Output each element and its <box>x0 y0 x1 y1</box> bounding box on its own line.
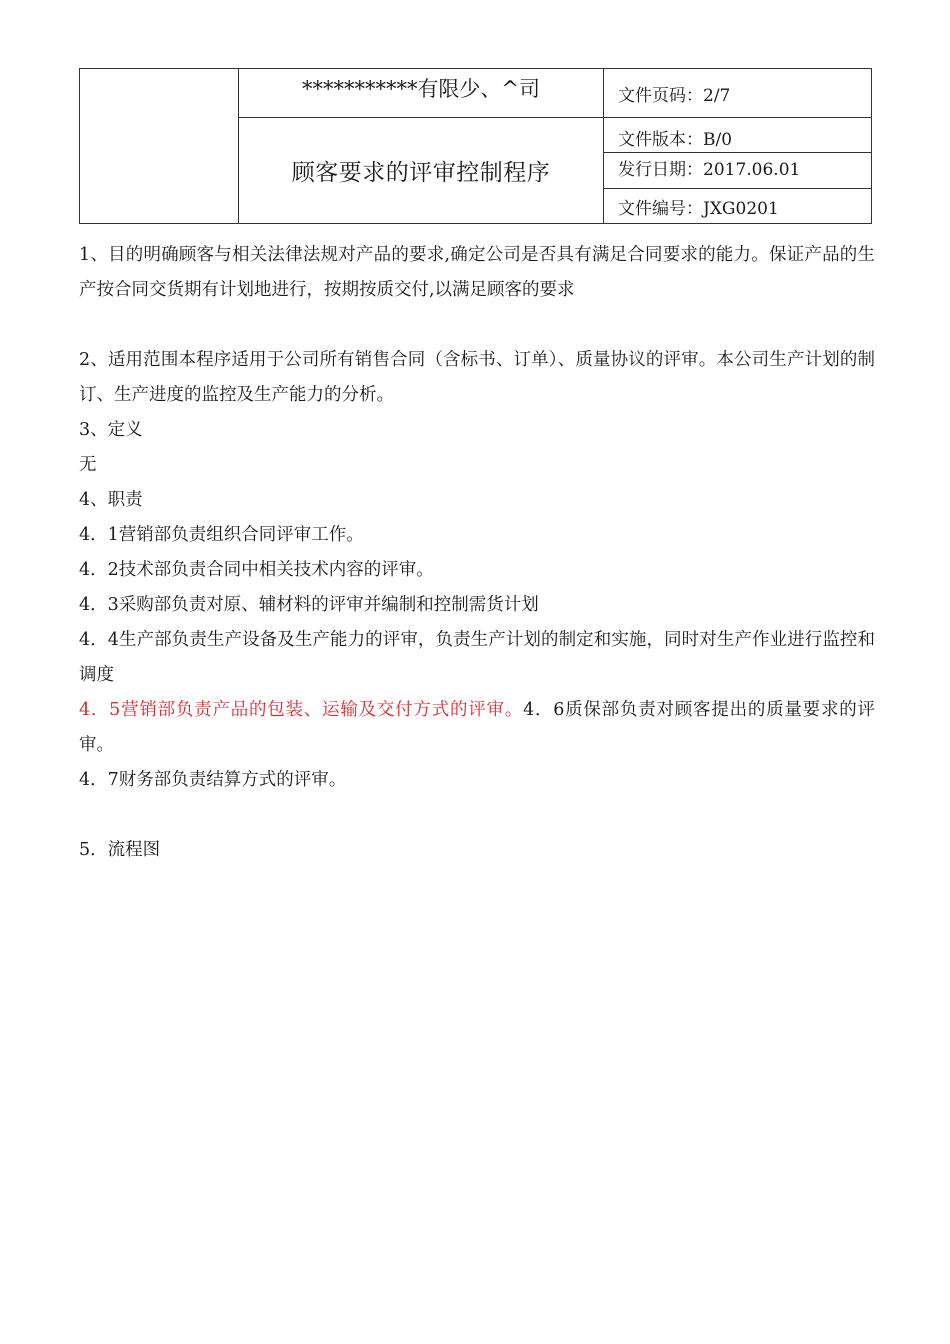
document-body <box>79 238 875 868</box>
section-purpose: 1、目的明确顾客与相关法律法规对产品的要求,确定公司是否具有满足合同要求的能力。保证产品的生产按合同交货期有计划地进行，按期按质交付,以满足顾客的要求 <box>79 245 875 300</box>
responsibility-item <box>79 693 875 763</box>
meta-label: 发行日期： <box>618 160 703 180</box>
meta-value: JXG0201 <box>703 198 779 219</box>
section-scope: 2、适用范围本程序适用于公司所有销售合同（含标书、订单）、质量协议的评审。本公司生产计划的制订、生产进度的监控及生产能力的分析。 <box>79 350 875 405</box>
meta-label: 文件页码： <box>618 85 703 106</box>
meta-doc-number <box>604 189 872 224</box>
logo-cell <box>80 69 239 224</box>
company-name: ***********有限少、^司 <box>239 69 604 118</box>
document-title: 顾客要求的评审控制程序 <box>239 118 604 224</box>
responsibility-item: 4．3采购部负责对原、辅材料的评审并编制和控制需货计划 <box>79 595 539 615</box>
meta-value: B/0 <box>703 130 733 150</box>
responsibility-item: 4．7财务部负责结算方式的评审。 <box>79 770 347 790</box>
meta-version <box>604 118 872 153</box>
document-header-table <box>79 68 872 224</box>
responsibility-item: 4．4生产部负责生产设备及生产能力的评审，负责生产计划的制定和实施，同时对生产作业进行监控和调度 <box>79 630 875 685</box>
meta-value: 2/7 <box>703 85 731 106</box>
meta-label: 文件版本： <box>618 130 703 150</box>
highlighted-text: 4．5营销部负责产品的包装、运输及交付方式的评审。 <box>79 700 524 720</box>
meta-issue-date <box>604 153 872 189</box>
meta-page-number <box>604 69 872 118</box>
section-definition-text: 无 <box>79 455 97 475</box>
responsibility-item-text: 4．6质保部负责对顾客提出的质量要求的评审。 <box>79 700 875 755</box>
section-flowchart-heading: 5．流程图 <box>79 840 161 860</box>
responsibility-item: 4．1营销部负责组织合同评审工作。 <box>79 525 364 545</box>
section-responsibility-heading: 4、职责 <box>79 490 143 510</box>
responsibility-item: 4．2技术部负责合同中相关技术内容的评审。 <box>79 560 434 580</box>
meta-label: 文件编号： <box>618 198 703 219</box>
section-definition-heading: 3、定义 <box>79 420 143 440</box>
spacer <box>79 798 875 833</box>
spacer <box>79 308 875 343</box>
meta-value: 2017.06.01 <box>703 160 801 180</box>
